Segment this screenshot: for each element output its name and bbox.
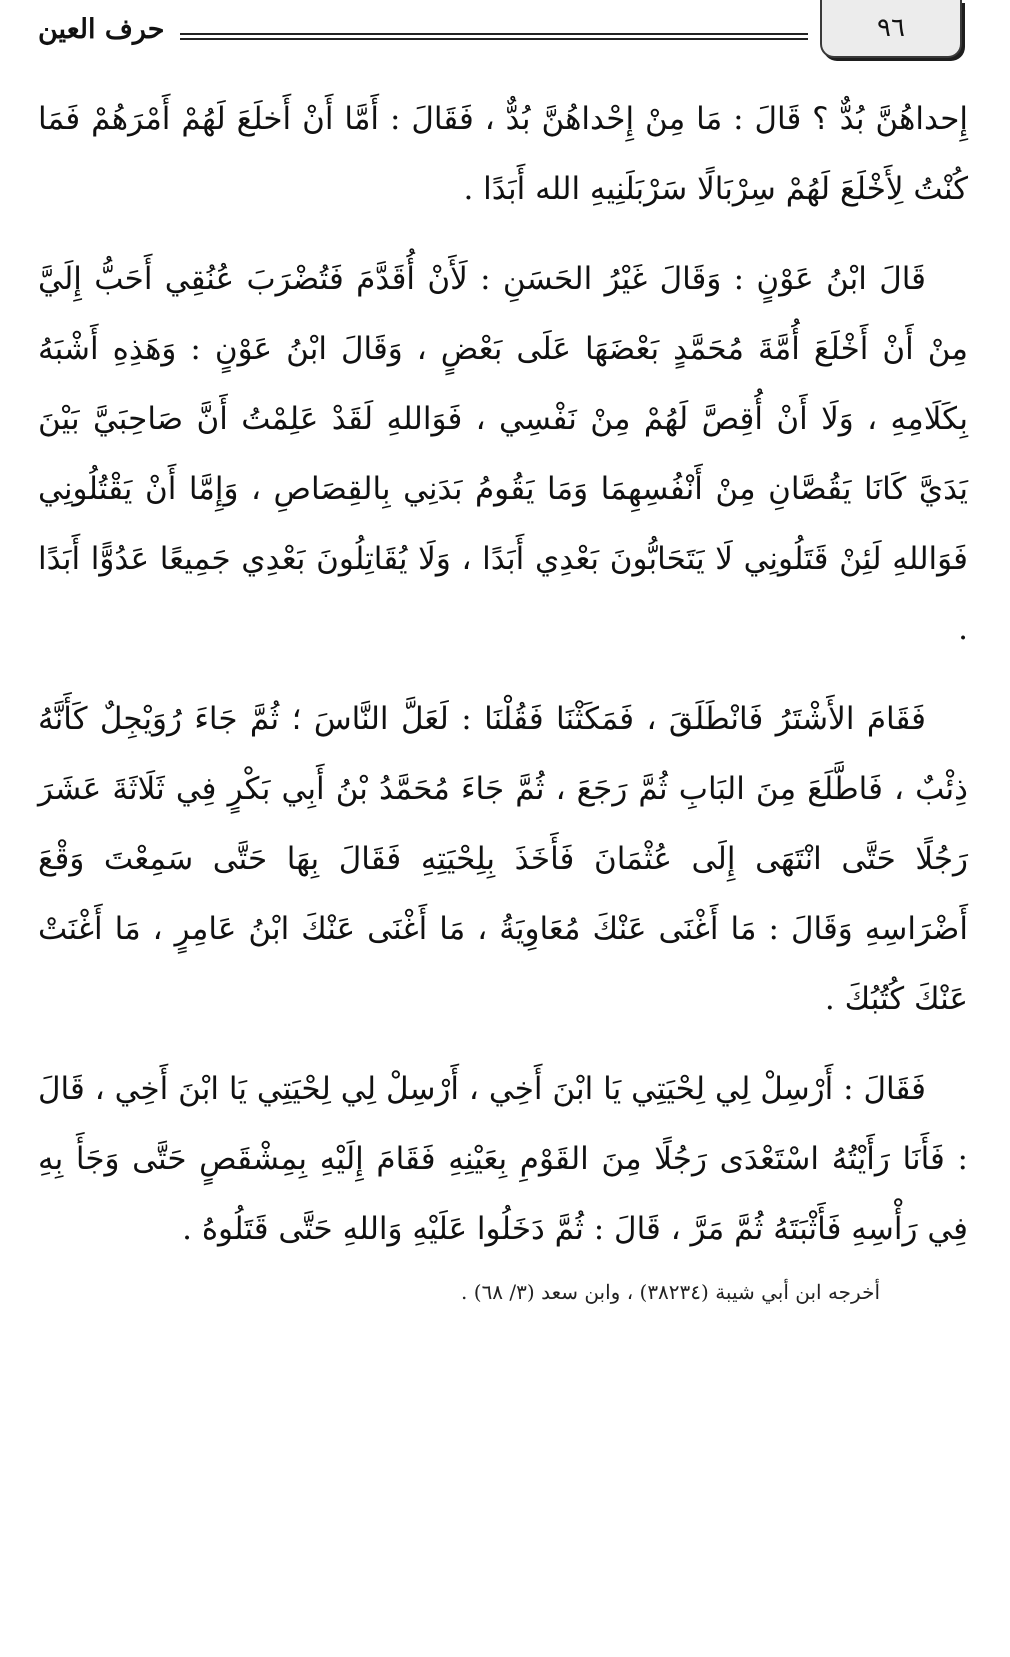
chapter-title: حرف العين	[38, 14, 165, 45]
page-number-tab	[820, 0, 962, 58]
paragraph-3: فَقَامَ الأَشْتَرُ فَانْطَلَقَ ، فَمَكَثْنَا فَقُلْنَا : لَعَلَّ النَّاسَ ؛ ثُمَّ جَاءَ رُوَيْجِلٌ كَأَنَّهُ ذِئْبٌ ، فَاطَّلَعَ مِنَ البَابِ ثُمَّ رَجَعَ ، ثُمَّ جَاءَ مُحَمَّدُ بْنُ أَبِي بَكْرٍ فِي ثَلَاثَةَ عَشَرَ رَجُلًا حَتَّى انْتَهَى إِلَى عُثْمَانَ فَأَخَذَ بِلِحْيَتِهِ فَقَالَ بِهَا حَتَّى سَمِعْتَ وَقْعَ أَضْرَاسِهِ وَقَالَ : مَا أَغْنَى عَنْكَ مُعَاوِيَةُ ، مَا أَغْنَى عَنْكَ ابْنُ عَامِرٍ ، مَا أَغْنَتْ عَنْكَ كُتُبُكَ .	[38, 701, 968, 1017]
paragraph-1: إِحداهُنَّ بُدٌّ ؟ قَالَ : مَا مِنْ إِحْداهُنَّ بُدٌّ ، فَقَالَ : أَمَّا أَنْ أَخلَعَ لَهُمْ أَمْرَهُمْ فَمَا كُنْتُ لِأَخْلَعَ لَهُمْ سِرْبَالًا سَرْبَلَنِيهِ الله أَبَدًا .	[38, 101, 968, 207]
page-header	[0, 0, 1010, 70]
page-number: ٩٦	[877, 13, 905, 43]
main-text	[38, 84, 968, 1284]
paragraph-4: فَقَالَ : أَرْسِلْ لِي لِحْيَتِي يَا ابْنَ أَخِي ، أَرْسِلْ لِي لِحْيَتِي يَا ابْنَ أَخِي ، قَالَ : فَأَنَا رَأَيْتُهُ اسْتَعْدَى رَجُلًا مِنَ القَوْمِ بِعَيْنِهِ فَقَامَ إِلَيْهِ بِمِشْقَصٍ حَتَّى وَجَأَ بِهِ فِي رَأْسِهِ فَأَثْبَتَهُ ثُمَّ مَرَّ ، قَالَ : ثُمَّ دَخَلُوا عَلَيْهِ وَاللهِ حَتَّى قَتَلُوهُ .	[38, 1071, 968, 1247]
paragraph-2: قَالَ ابْنُ عَوْنٍ : وَقَالَ غَيْرُ الحَسَنِ : لَأَنْ أُقَدَّمَ فَتُضْرَبَ عُنُقِي أَحَبُّ إِلَيَّ مِنْ أَنْ أَخْلَعَ أُمَّةَ مُحَمَّدٍ بَعْضَهَا عَلَى بَعْضٍ ، وَقَالَ ابْنُ عَوْنٍ : وَهَذِهِ أَشْبَهُ بِكَلَامِهِ ، وَلَا أَنْ أُقِصَّ لَهُمْ مِنْ نَفْسِي ، فَوَاللهِ لَقَدْ عَلِمْتُ أَنَّ صَاحِبَيَّ بَيْنَ يَدَيَّ كَانَا يَقُصَّانِ مِنْ أَنْفُسِهِمَا وَمَا يَقُومُ بَدَنِي بِالقِصَاصِ ، وَإِمَّا أَنْ يَقْتُلُونِي فَوَاللهِ لَئِنْ قَتَلُونِي لَا يَتَحَابُّونَ بَعْدِي أَبَدًا ، وَلَا يُقَاتِلُونَ بَعْدِي جَمِيعًا عَدُوًّا أَبَدًا .	[38, 261, 968, 647]
footnote: أخرجه ابن أبي شيبة (٣٨٢٣٤) ، وابن سعد (٣/ ٦٨) .	[461, 1280, 880, 1304]
header-double-rule	[180, 33, 808, 40]
